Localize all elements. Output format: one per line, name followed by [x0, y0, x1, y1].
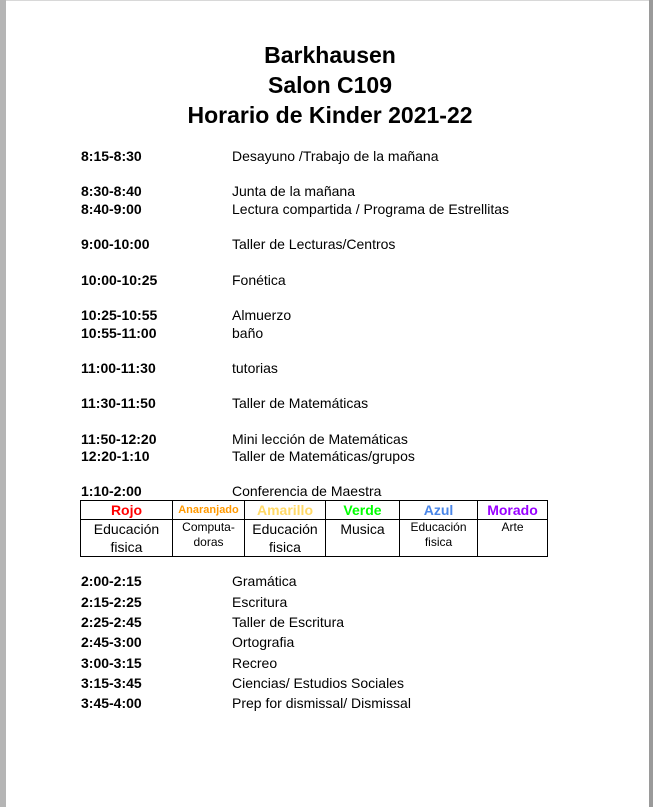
activity: tutorias: [232, 360, 278, 376]
activity: Lectura compartida / Programa de Estrellitas: [232, 201, 510, 217]
time-slot: 2:25-2:45: [81, 614, 142, 630]
school-name: Barkhausen: [264, 42, 396, 68]
color-header-cell: Morado: [478, 501, 548, 520]
specials-color-table: [80, 500, 548, 557]
activity: Escritura: [232, 594, 288, 610]
specials-cell: Educación fisica: [400, 520, 478, 557]
activity: Fonética: [232, 272, 286, 288]
schedule-row: [0, 147, 653, 165]
color-header-cell: Amarillo: [245, 501, 326, 520]
schedule-row: [0, 572, 653, 590]
time-slot: 11:00-11:30: [81, 360, 156, 376]
color-header-cell: Verde: [326, 501, 400, 520]
time-slot: 12:20-1:10: [81, 448, 150, 464]
activity: Mini lección de Matemáticas: [232, 431, 408, 447]
schedule-row: [0, 235, 653, 253]
time-slot: 3:45-4:00: [81, 695, 142, 711]
specials-cell: Musica: [326, 520, 400, 557]
activity: Gramática: [232, 573, 297, 589]
time-slot: 10:25-10:55: [81, 307, 158, 323]
time-slot: 10:55-11:00: [81, 325, 157, 341]
time-slot: 2:00-2:15: [81, 573, 142, 589]
time-slot: 11:30-11:50: [81, 395, 156, 411]
time-slot: 10:00-10:25: [81, 272, 158, 288]
schedule-row: [0, 306, 653, 324]
activity: baño: [232, 325, 264, 341]
activity: Prep for dismissal/ Dismissal: [232, 695, 411, 711]
activity: Taller de Escritura: [232, 614, 345, 630]
schedule-title: Horario de Kinder 2021-22: [187, 102, 473, 128]
top-page-border: [6, 0, 649, 1]
schedule-row: [0, 482, 653, 500]
time-slot: 1:10-2:00: [81, 483, 142, 499]
schedule-row: [0, 674, 653, 692]
time-slot: 8:30-8:40: [81, 183, 142, 199]
schedule-row: [0, 613, 653, 631]
schedule-row: [0, 271, 653, 289]
activity: Taller de Matemáticas/grupos: [232, 448, 415, 464]
time-slot: 3:15-3:45: [81, 675, 142, 691]
room-name: Salon C109: [268, 72, 392, 98]
activity: Recreo: [232, 655, 278, 671]
specials-cell: Arte: [478, 520, 548, 557]
time-slot: 3:00-3:15: [81, 655, 142, 671]
schedule-row: [0, 633, 653, 651]
time-slot: 9:00-10:00: [81, 236, 150, 252]
time-slot: 11:50-12:20: [81, 431, 157, 447]
schedule-row: [0, 654, 653, 672]
activity: Ortografia: [232, 634, 295, 650]
schedule-row: [0, 447, 653, 465]
color-header-cell: Rojo: [81, 501, 173, 520]
time-slot: 2:45-3:00: [81, 634, 142, 650]
specials-cell: Computa- doras: [173, 520, 245, 557]
color-header-row: [81, 501, 548, 520]
activity: Desayuno /Trabajo de la mañana: [232, 148, 439, 164]
activity: Taller de Matemáticas: [232, 395, 369, 411]
activity: Junta de la mañana: [232, 183, 355, 199]
activity: Almuerzo: [232, 307, 292, 323]
specials-row: [81, 520, 548, 557]
time-slot: 8:15-8:30: [81, 148, 142, 164]
time-slot: 2:15-2:25: [81, 594, 142, 610]
time-slot: 8:40-9:00: [81, 201, 142, 217]
specials-cell: Educación fisica: [245, 520, 326, 557]
schedule-row: [0, 182, 653, 200]
schedule-row: [0, 593, 653, 611]
schedule-row: [0, 359, 653, 377]
specials-cell: Educación fisica: [81, 520, 173, 557]
schedule-row: [0, 430, 653, 448]
activity: Taller de Lecturas/Centros: [232, 236, 396, 252]
schedule-row: [0, 324, 653, 342]
color-header-cell: Azul: [400, 501, 478, 520]
activity: Conferencia de Maestra: [232, 483, 382, 499]
schedule-row: [0, 694, 653, 712]
schedule-row: [0, 200, 653, 218]
activity: Ciencias/ Estudios Sociales: [232, 675, 404, 691]
color-header-cell: Anaranjado: [173, 501, 245, 520]
schedule-row: [0, 394, 653, 412]
